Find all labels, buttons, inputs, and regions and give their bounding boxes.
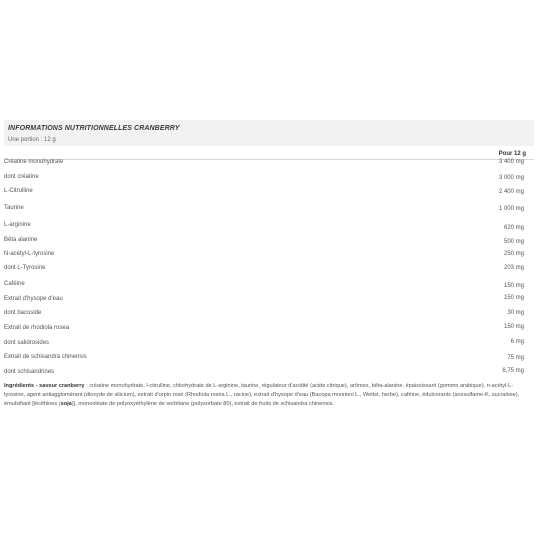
nutrient-value: 6,75 mg <box>502 368 524 374</box>
nutrient-value: 75 mg <box>507 355 524 361</box>
nutrient-name: Extrait de schisandra chinensis <box>4 354 87 360</box>
nutrient-name: dont bacoside <box>4 310 42 316</box>
nutrient-value: 3 400 mg <box>498 159 524 165</box>
nutrition-title: INFORMATIONS NUTRITIONNELLES CRANBERRY <box>8 125 180 132</box>
nutrient-value: 150 mg <box>503 295 524 301</box>
nutrient-name: Créatine monohydrate <box>4 159 64 165</box>
nutrient-name: Caféine <box>4 281 25 287</box>
nutrient-value: 3 000 mg <box>498 175 524 181</box>
nutrient-value: 150 mg <box>503 324 524 330</box>
nutrient-value: 150 mg <box>503 283 524 289</box>
nutrient-value: 1 000 mg <box>498 206 524 212</box>
title-panel <box>4 120 534 146</box>
ingredients-label: Ingrédients - saveur cranberry <box>4 383 85 389</box>
nutrient-name: L-Citrulline <box>4 188 33 194</box>
header-divider <box>4 159 534 160</box>
nutrient-name: dont créatine <box>4 174 39 180</box>
nutrient-value: 203 mg <box>503 265 524 271</box>
nutrient-value: 250 mg <box>503 251 524 257</box>
nutrient-name: Extrait d'hysope d'eau <box>4 296 63 302</box>
nutrient-value: 2 400 mg <box>498 189 524 195</box>
ingredients-text-part2: )], monooléate de polyoxyéthylène de sorbitane (polysorbate 80), extrait de fruits de schisandra chinensis. <box>71 401 334 408</box>
nutrient-name: dont salidrosides <box>4 340 50 346</box>
nutrient-name: L-arginine <box>4 222 31 228</box>
nutrient-value: 500 mg <box>503 239 524 245</box>
nutrient-value: 620 mg <box>503 225 524 231</box>
nutrient-name: Bêta alanine <box>4 237 38 243</box>
nutrient-value: 30 mg <box>507 310 524 316</box>
column-header: Pour 12 g <box>498 151 526 157</box>
nutrient-value: 6 mg <box>510 339 524 345</box>
nutrient-name: dont L-Tyrosine <box>4 265 46 271</box>
nutrient-name: Extrait de rhodiola rosea <box>4 325 70 331</box>
nutrient-name: N-acétyl-L-tyrosine <box>4 251 55 257</box>
portion-size: Une portion : 12 g <box>8 137 56 143</box>
nutrient-name: dont schisandrines <box>4 369 55 375</box>
nutrient-name: Taurine <box>4 205 24 211</box>
ingredients-paragraph <box>4 382 532 410</box>
ingredients-text-part1: : créatine monohydrate, l-citrulline, chlorhydrate de L-arginine, taurine, régulateur d'acidité (acide citrique), arômes, bêta-alanine, épaississant (gomme arabique), n-acétyl-L-tyrosine, agent antiagglomérant (dioxyde de silicium), extrait d'orpin rose (Rhodiola rosea L., racine), extrait d'hysope d'eau (Bacopa monnieri L., Wettst, herbe), caféine, édulcorants (acesulfame-K, sucralose), émulsifiant [lécithines ( <box>4 383 520 408</box>
allergen-highlight: soja <box>60 401 72 408</box>
